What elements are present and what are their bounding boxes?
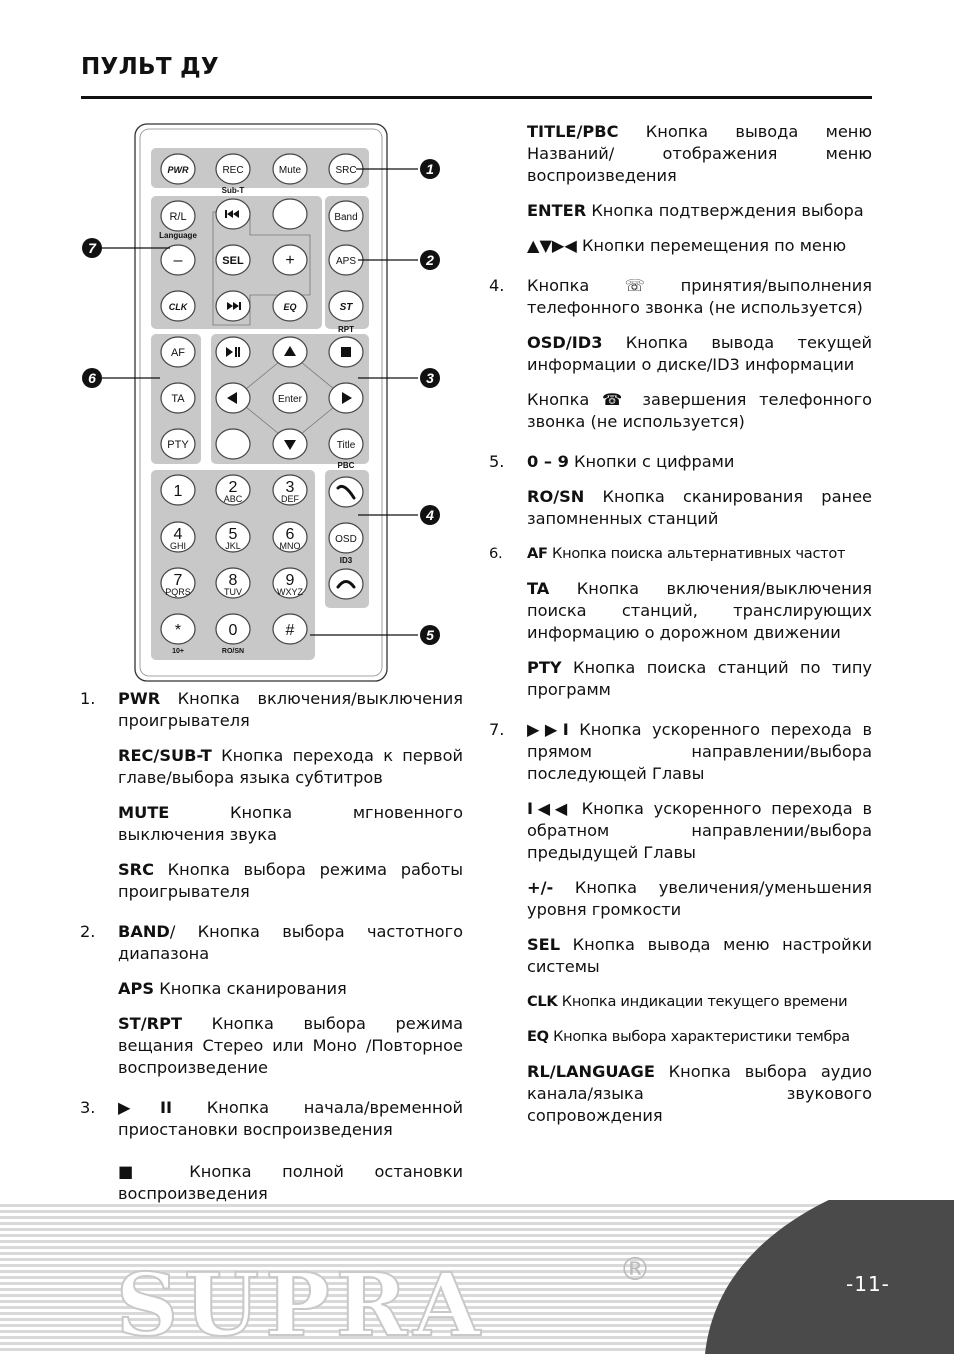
remote-ta-button-label: TA: [171, 393, 185, 405]
remote-pty-button-label: PTY: [167, 439, 189, 451]
description-item: [527, 877, 872, 921]
description-item: [489, 275, 872, 319]
item-key: EQ: [527, 1028, 549, 1045]
remote-subt-label: Sub-T: [221, 186, 245, 195]
item-key: SEL: [527, 935, 561, 954]
remote-key-digit: 8: [228, 572, 238, 589]
description-item: [118, 859, 463, 903]
description-item: [80, 921, 463, 965]
remote-minus-button-label: –: [173, 252, 183, 269]
remote-af-button-label: AF: [170, 347, 186, 359]
item-text: Кнопка вывода меню Названий/ отображения меню воспроизведения: [527, 122, 872, 185]
item-text: Кнопка вывода текущей информации о диске/ID3 информации: [527, 333, 872, 374]
remote-call-button[interactable]: [329, 477, 363, 507]
item-key: I◀◀: [527, 799, 572, 818]
item-number: 3.: [80, 1098, 96, 1117]
remote-key-letters: TUV: [224, 587, 242, 597]
remote-title-button-label: Title: [336, 440, 356, 451]
description-item: [527, 486, 872, 530]
remote-key-letters: WXYZ: [277, 587, 303, 597]
item-number: 7.: [489, 720, 505, 739]
item-key: PTY: [527, 658, 562, 677]
description-item: [527, 578, 872, 644]
item-text: Кнопка поиска станций по типу программ: [527, 658, 872, 699]
remote-rpt-label: RPT: [338, 325, 354, 334]
item-text: Кнопка ☎ завершения телефонного звонка (не используется): [527, 390, 872, 431]
remote-key-digit: 0: [228, 622, 238, 639]
remote-key-letters: ABC: [223, 494, 243, 504]
remote-band-button-label: Band: [334, 212, 358, 223]
remote-osd-button-label: OSD: [335, 534, 357, 545]
item-text: Кнопка включения/выключения проигрывателя: [118, 689, 463, 730]
description-item: [527, 798, 872, 864]
remote-key-digit: 5: [228, 526, 238, 543]
item-text: Кнопка перехода к первой главе/выбора языка субтитров: [118, 746, 463, 787]
description-item: [118, 978, 463, 1000]
remote-key-letters: PQRS: [165, 587, 191, 597]
remote-key-digit: 6: [285, 526, 295, 543]
remote-src-button-label: SRC: [335, 165, 357, 176]
remote-key-letters: GHI: [169, 541, 187, 551]
remote-pwr-button-label: PWR: [167, 165, 189, 175]
callout-2-label: 2: [426, 252, 434, 268]
item-number: 6.: [489, 545, 503, 562]
item-text: / Кнопка выбора частотного диапазона: [118, 922, 463, 963]
item-text: Кнопка ускоренного перехода в обратном направлении/выбора предыдущей Главы: [527, 799, 872, 862]
remote-illustration: [80, 120, 460, 688]
item-text: Кнопка вывода меню настройки системы: [527, 935, 872, 976]
remote-key-digit: 9: [285, 572, 295, 589]
remote-clk-button-label: CLK: [168, 302, 188, 312]
item-key: RO/SN: [527, 487, 585, 506]
item-number: 2.: [80, 922, 96, 941]
page-number: -11-: [846, 1272, 890, 1296]
remote-language-label: Language: [159, 231, 197, 240]
item-key: OSD/ID3: [527, 333, 603, 352]
item-key: 0 – 9: [527, 452, 569, 471]
remote-aps-button-label: APS: [335, 256, 357, 267]
remote-rec-button-label: REC: [222, 165, 244, 176]
remote-id3-label: ID3: [339, 556, 353, 565]
description-item: [489, 719, 872, 785]
item-key: ENTER: [527, 201, 587, 220]
title-rule: [81, 96, 872, 99]
item-text: Кнопка сканирования ранее запомненных станций: [527, 487, 872, 528]
remote-key-digit: 4: [173, 526, 183, 543]
description-item: [527, 235, 872, 257]
remote-10plus-label: 10+: [172, 648, 184, 655]
remote-key-digit: 1: [173, 483, 183, 500]
description-item: [527, 1026, 872, 1048]
item-text: Кнопка сканирования: [154, 979, 347, 998]
item-text: Кнопка увеличения/уменьшения уровня громкости: [527, 878, 872, 919]
description-item: [527, 934, 872, 978]
remote-rl-button-label: R/L: [169, 211, 187, 223]
page-title: ПУЛЬТ ДУ: [81, 54, 219, 80]
remote-blank-button[interactable]: [273, 199, 307, 229]
item-key: BAND: [118, 922, 170, 941]
left-column: [80, 688, 463, 1218]
item-key: ▶▶I: [527, 720, 569, 739]
callout-1-label: 1: [426, 161, 434, 177]
remote-hangup-button[interactable]: [329, 569, 363, 599]
description-item: [527, 332, 872, 376]
item-number: 4.: [489, 276, 505, 295]
callout-6-label: 6: [88, 370, 96, 386]
remote-enter-button-label: Enter: [278, 394, 302, 405]
item-key: ▲▼▶◀: [527, 236, 577, 255]
item-key: ■: [118, 1162, 159, 1181]
item-text: Кнопка индикации текущего времени: [557, 993, 848, 1010]
item-text: Кнопка поиска альтернативных частот: [547, 545, 846, 562]
description-item: [118, 802, 463, 846]
remote-key-digit: *: [174, 622, 182, 639]
remote-pbc-label: PBC: [337, 461, 355, 470]
description-item: [527, 200, 872, 222]
remote-key-digit: #: [285, 622, 295, 639]
registered-mark: ®: [619, 1250, 651, 1288]
right-column: [489, 121, 872, 1140]
item-text: Кнопки перемещения по меню: [576, 236, 847, 255]
description-item: [118, 745, 463, 789]
description-item: [118, 1013, 463, 1079]
callout-5-label: 5: [426, 627, 434, 643]
remote-blank2-button[interactable]: [216, 429, 250, 459]
item-key: +/-: [527, 878, 554, 897]
item-key: CLK: [527, 993, 558, 1010]
callout-3-label: 3: [426, 370, 434, 386]
remote-mute-button-label: Mute: [278, 165, 302, 176]
item-text: Кнопка выбора характеристики тембра: [548, 1028, 850, 1045]
callout-4-label: 4: [426, 507, 434, 523]
item-text: Кнопка полной остановки воспроизведения: [118, 1162, 463, 1203]
remote-key-digit: 7: [173, 572, 183, 589]
description-item: [118, 1161, 463, 1205]
remote-plus-button-label: +: [285, 252, 295, 269]
remote-key-digit: 3: [285, 479, 295, 496]
item-text: Кнопка ☏ принятия/выполнения телефонного звонка (не используется): [527, 276, 872, 317]
remote-key-letters: JKL: [225, 541, 241, 551]
remote-key-letters: DEF: [281, 494, 299, 504]
item-text: Кнопка ускоренного перехода в прямом направлении/выбора последующей Главы: [527, 720, 872, 783]
item-text: Кнопка включения/выключения поиска станций, транслирующих информацию о дорожном движении: [527, 579, 872, 642]
item-key: REC/SUB-T: [118, 746, 212, 765]
remote-key-digit: 2: [228, 479, 238, 496]
item-key: ▶II: [118, 1098, 173, 1117]
item-text: Кнопка начала/временной приостановки воспроизведения: [118, 1098, 463, 1139]
remote-st-button-label: ST: [339, 302, 353, 313]
item-text: Кнопка подтверждения выбора: [586, 201, 864, 220]
description-item: [489, 451, 872, 473]
item-key: AF: [527, 545, 548, 562]
description-item: [527, 657, 872, 701]
item-key: ST/RPT: [118, 1014, 182, 1033]
description-item: [80, 688, 463, 732]
item-number: 5.: [489, 452, 505, 471]
description-item: [80, 1097, 463, 1141]
item-text: Кнопки с цифрами: [568, 452, 735, 471]
stop-icon: [341, 347, 351, 357]
item-key: PWR: [118, 689, 161, 708]
description-item: [527, 1061, 872, 1127]
item-key: TA: [527, 579, 550, 598]
description-item: [489, 543, 872, 565]
remote-rosn-label: RO/SN: [221, 648, 245, 655]
item-text: Кнопка выбора режима вещания Стерео или Моно /Повторное воспроизведение: [118, 1014, 463, 1077]
description-item: [527, 121, 872, 187]
item-key: APS: [118, 979, 155, 998]
item-key: TITLE/PBC: [527, 122, 619, 141]
callout-7-label: 7: [88, 240, 96, 256]
item-text: Кнопка мгновенного выключения звука: [118, 803, 463, 844]
item-text: Кнопка выбора режима работы проигрывателя: [118, 860, 463, 901]
item-number: 1.: [80, 689, 96, 708]
supra-logo: SUPRA: [116, 1255, 486, 1356]
remote-sel-button-label: SEL: [222, 255, 244, 267]
remote-eq-button-label: EQ: [283, 302, 297, 312]
remote-key-letters: MNO: [279, 541, 301, 551]
item-key: MUTE: [118, 803, 170, 822]
item-key: SRC: [118, 860, 155, 879]
description-item: [527, 389, 872, 433]
description-item: [527, 991, 872, 1013]
item-key: RL/LANGUAGE: [527, 1062, 655, 1081]
item-text: Кнопка выбора аудио канала/языка звукового сопровождения: [527, 1062, 872, 1125]
